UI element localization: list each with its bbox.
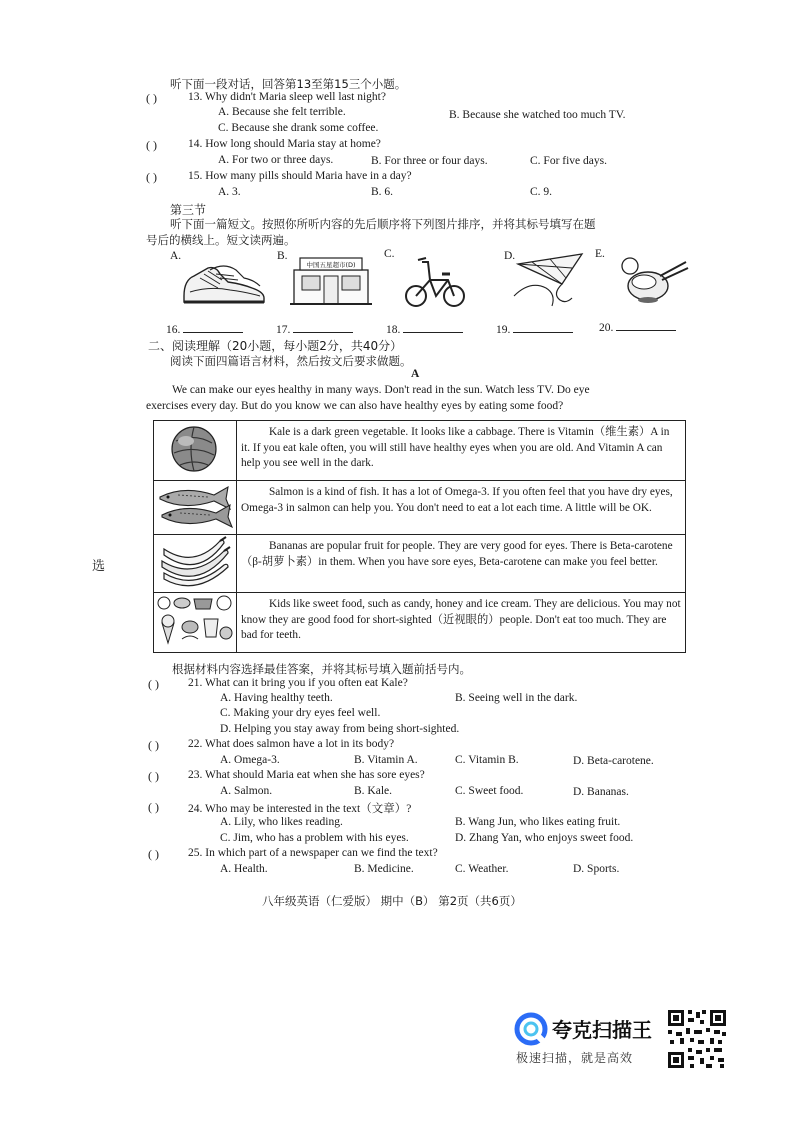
option-22a: A. Omega-3. (220, 754, 280, 766)
option-13c: C. Because she drank some coffee. (218, 122, 379, 134)
supermarket-icon (290, 256, 372, 308)
answer-bracket[interactable]: ( ) (148, 769, 159, 783)
option-14b: B. For three or four days. (371, 155, 488, 167)
section3-title: 第三节 (170, 203, 207, 217)
passage-letter: A (411, 368, 420, 380)
option-25a: A. Health. (220, 863, 268, 875)
question-22: 22. What does salmon have a lot in its body? (188, 738, 395, 750)
svg-text:中国五星超市(D): 中国五星超市(D) (306, 261, 356, 269)
option-21b: B. Seeing well in the dark. (455, 692, 578, 704)
blank-20[interactable]: 20. (599, 319, 676, 334)
picture-label-a: A. (170, 250, 182, 262)
sweets-picture (154, 593, 237, 653)
option-23d: D. Bananas. (573, 786, 629, 798)
option-25c: C. Weather. (455, 863, 509, 875)
kale-picture (154, 421, 237, 481)
blank-16[interactable]: 16. (166, 321, 243, 336)
picture-label-d: D. (504, 250, 516, 262)
table-row (154, 421, 686, 481)
salmon-picture (154, 481, 237, 535)
question-25: 25. In which part of a newspaper can we find the text? (188, 847, 438, 859)
option-22b: B. Vitamin A. (354, 754, 418, 766)
table-row (154, 593, 686, 653)
option-22c: C. Vitamin B. (455, 754, 519, 766)
option-24d: D. Zhang Yan, who enjoys sweet food. (455, 832, 634, 844)
reading-heading: 二、阅读理解（20小题，每小题2分，共40分） (148, 339, 403, 353)
option-23a: A. Salmon. (220, 785, 273, 797)
answer-bracket[interactable]: ( ) (148, 847, 159, 861)
table-row (154, 535, 686, 593)
passage-intro-1: We can make our eyes healthy in many ways. Don't read in the sun. Watch less TV. Do eye (172, 384, 590, 396)
sneakers-icon (180, 258, 268, 308)
option-13a: A. Because she felt terrible. (218, 106, 346, 118)
food-table (153, 420, 686, 653)
option-24a: A. Lily, who likes reading. (220, 816, 343, 828)
option-21c: C. Making your dry eyes feel well. (220, 707, 381, 719)
answer-bracket[interactable]: ( ) (148, 800, 159, 814)
answer-bracket[interactable]: ( ) (146, 91, 157, 105)
question-21: 21. What can it bring you if you often eat Kale? (188, 677, 408, 689)
question-13: 13. Why didn't Maria sleep well last night? (188, 91, 386, 103)
answer-bracket[interactable]: ( ) (148, 738, 159, 752)
margin-character: 选 (92, 559, 106, 574)
option-25d: D. Sports. (573, 863, 620, 875)
qr-code-icon[interactable] (666, 1008, 728, 1070)
option-21a: A. Having healthy teeth. (220, 692, 333, 704)
answer-bracket[interactable]: ( ) (146, 138, 157, 152)
option-24b: B. Wang Jun, who likes eating fruit. (455, 816, 621, 828)
cabbage-icon (154, 421, 236, 477)
option-14c: C. For five days. (530, 155, 607, 167)
listening-intro: 听下面一段对话，回答第13至第15三个小题。 (170, 77, 407, 91)
page-footer: 八年级英语（仁爱版） 期中（B） 第2页（共6页） (262, 894, 522, 908)
picture-label-e: E. (595, 248, 605, 260)
section3-instructions-1: 听下面一篇短文。按照你所听内容的先后顺序将下列图片排序，并将其标号填写在题 (170, 217, 596, 231)
banana-picture (154, 535, 237, 593)
blank-17[interactable]: 17. (276, 321, 353, 336)
sweets-text: Kids like sweet food, such as candy, honey and ice cream. They are delicious. You may not know they are good food for short-sighted（近视眼的）people. Don't eat too much. They are bad for teeth. (237, 593, 686, 653)
option-15c: C. 9. (530, 186, 553, 198)
option-15b: B. 6. (371, 186, 394, 198)
kale-text: Kale is a dark green vegetable. It looks like a cabbage. There is Vitamin（维生素）A in it. If you eat kale often, you will still have healthy eyes when you are old. And Vitamin A can help you see well in the dark. (237, 421, 686, 481)
banana-text: Bananas are popular fruit for people. They are very good for eyes. There is Beta-carotene（β-胡萝卜素）in them. When you have sore eyes, Beta-carotene can make you feel better. (237, 535, 686, 593)
salmon-text: Salmon is a kind of fish. It has a lot of Omega-3. If you often feel that you have dry eyes, Omega-3 in salmon can help you. You don't need to eat a lot each time. A little will be OK. (237, 481, 686, 535)
kite-icon (512, 250, 590, 308)
passage-intro-2: exercises every day. But do you know we can also have healthy eyes by eating some food? (146, 400, 564, 412)
sweets-icon (154, 593, 236, 649)
question-14: 14. How long should Maria stay at home? (188, 138, 381, 150)
option-15a: A. 3. (218, 186, 241, 198)
option-25b: B. Medicine. (354, 863, 414, 875)
reading-subheading: 阅读下面四篇语言材料，然后按文后要求做题。 (170, 354, 412, 368)
answer-bracket[interactable]: ( ) (148, 677, 159, 691)
bicycle-icon (400, 252, 470, 310)
option-22d: D. Beta-carotene. (573, 755, 654, 767)
picture-label-c: C. (384, 248, 395, 260)
brand-slogan: 极速扫描，就是高效 (516, 1051, 634, 1065)
table-row (154, 481, 686, 535)
option-13b: B. Because she watched too much TV. (449, 109, 626, 121)
question-15: 15. How many pills should Maria have in a day? (188, 170, 412, 182)
brand-name: 夸克扫描王 (552, 1018, 652, 1042)
option-21d: D. Helping you stay away from being short-sighted. (220, 723, 460, 735)
question-24: 24. Who may be interested in the text（文章）? (188, 803, 412, 815)
blank-19[interactable]: 19. (496, 321, 573, 336)
picture-label-b: B. (277, 250, 288, 262)
blank-18[interactable]: 18. (386, 321, 463, 336)
choose-instructions: 根据材料内容选择最佳答案，并将其标号填入题前括号内。 (172, 662, 471, 676)
fish-icon (154, 481, 236, 531)
option-24c: C. Jim, who has a problem with his eyes. (220, 832, 409, 844)
banana-icon (154, 535, 236, 589)
answer-bracket[interactable]: ( ) (146, 170, 157, 184)
bowl-icon (614, 252, 690, 308)
option-23c: C. Sweet food. (455, 785, 524, 797)
question-23: 23. What should Maria eat when she has sore eyes? (188, 769, 425, 781)
option-23b: B. Kale. (354, 785, 393, 797)
section3-instructions-2: 号后的横线上。短文读两遍。 (146, 233, 296, 247)
option-14a: A. For two or three days. (218, 154, 334, 166)
scanner-logo-icon (514, 1012, 548, 1046)
